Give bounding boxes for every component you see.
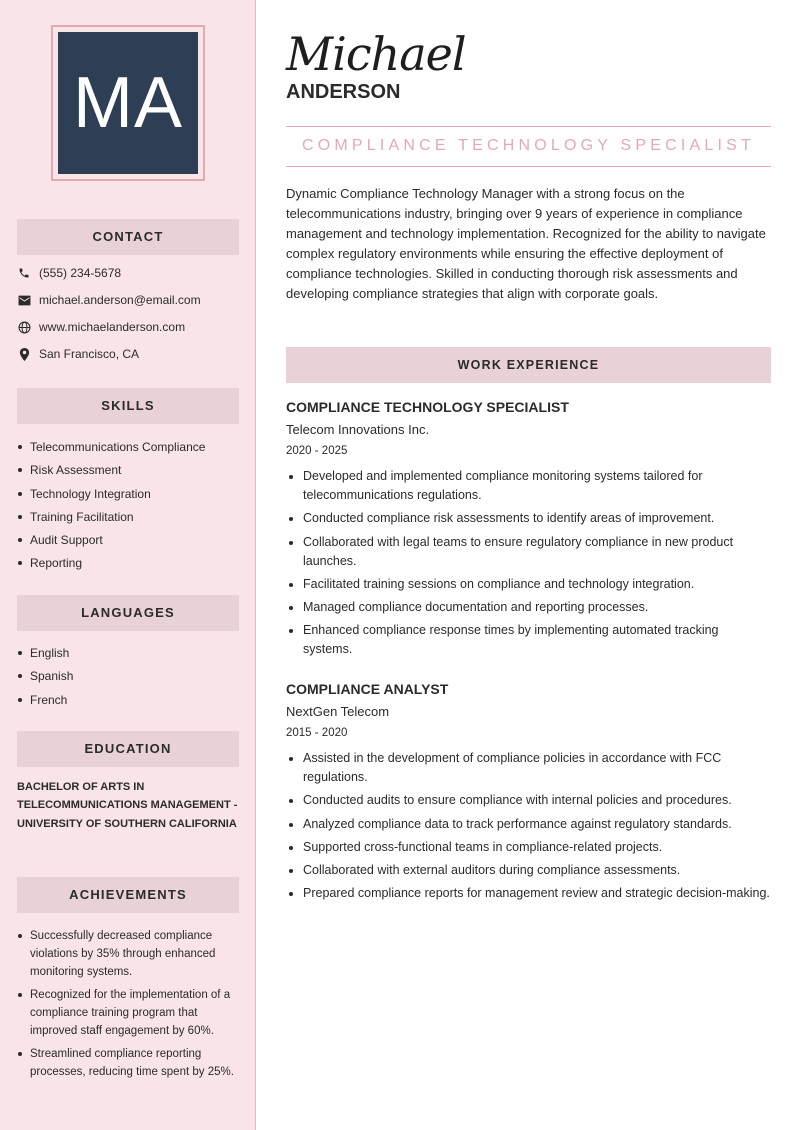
work-experience-heading: WORK EXPERIENCE	[286, 347, 771, 383]
contact-heading: CONTACT	[17, 219, 239, 255]
contact-location-text: San Francisco, CA	[39, 347, 140, 361]
skill-item: Audit Support	[17, 533, 239, 556]
contact-email-text[interactable]: michael.anderson@email.com	[39, 293, 201, 307]
job-company: Telecom Innovations Inc.	[286, 422, 430, 437]
job-entry	[286, 680, 771, 908]
job-title: COMPLIANCE TECHNOLOGY SPECIALIST	[301, 137, 755, 154]
contact-phone	[17, 265, 121, 281]
contact-phone-text: (555) 234-5678	[39, 266, 122, 280]
achievements-list	[17, 927, 239, 1086]
job-entry	[286, 398, 771, 664]
job-company: NextGen Telecom	[286, 704, 390, 719]
job-bullet: Supported cross-functional teams in compliance-related projects.	[286, 838, 771, 857]
skills-heading: SKILLS	[17, 388, 239, 424]
email-icon	[17, 293, 31, 307]
skill-item: Training Facilitation	[17, 510, 239, 533]
language-item: French	[17, 693, 239, 716]
achievement-item: Successfully decreased compliance violations by 35% through enhanced monitoring systems.	[17, 927, 239, 981]
job-bullet: Developed and implemented compliance monitoring systems tailored for telecommunications regulations.	[286, 467, 771, 505]
skill-item: Technology Integration	[17, 487, 239, 510]
globe-icon	[17, 320, 31, 334]
job-bullets	[286, 467, 771, 659]
contact-location	[17, 346, 139, 362]
education-heading: EDUCATION	[17, 731, 239, 767]
job-bullet: Enhanced compliance response times by implementing automated tracking systems.	[286, 621, 771, 659]
last-name: ANDERSON	[286, 81, 401, 103]
title-rule-bottom	[286, 166, 771, 167]
achievements-heading: ACHIEVEMENTS	[17, 877, 239, 913]
job-bullet: Conducted compliance risk assessments to identify areas of improvement.	[286, 509, 771, 528]
skill-item: Telecommunications Compliance	[17, 440, 239, 463]
contact-website-text[interactable]: www.michaelanderson.com	[39, 320, 186, 334]
achievement-item: Recognized for the implementation of a compliance training program that improved staff engagement by 60%.	[17, 986, 239, 1040]
job-bullet: Facilitated training sessions on compliance and technology integration.	[286, 575, 771, 594]
language-item: English	[17, 646, 239, 669]
job-bullet: Prepared compliance reports for management review and strategic decision-making.	[286, 884, 771, 903]
job-dates: 2015 - 2020	[286, 727, 348, 739]
title-rule-top	[286, 126, 771, 127]
languages-list	[17, 646, 239, 716]
summary: Dynamic Compliance Technology Manager with a strong focus on the telecommunications industry, bringing over 9 years of experience in compliance management and technology implementation. Recognized for the ability to navigate complex regulatory environments while ensuring the effective deployment of compliance technologies. Skilled in conducting thorough risk assessments and developing compliance strategies that align with corporate goals.	[286, 186, 766, 302]
skill-item: Risk Assessment	[17, 463, 239, 486]
contact-website[interactable]	[17, 319, 185, 335]
job-bullet: Assisted in the development of compliance policies in accordance with FCC regulations.	[286, 749, 771, 787]
language-item: Spanish	[17, 669, 239, 692]
job-bullet: Analyzed compliance data to track performance against regulatory standards.	[286, 815, 771, 834]
job-role: COMPLIANCE ANALYST	[286, 681, 449, 697]
achievement-item: Streamlined compliance reporting processes, reducing time spent by 25%.	[17, 1045, 239, 1081]
education-degree: BACHELOR OF ARTS IN TELECOMMUNICATIONS MANAGEMENT - UNIVERSITY OF SOUTHERN CALIFORNIA	[17, 781, 238, 830]
skill-item: Reporting	[17, 556, 239, 579]
phone-icon	[17, 266, 31, 280]
main-content	[256, 0, 800, 1130]
job-bullets	[286, 749, 771, 903]
monogram-frame	[51, 25, 205, 181]
job-role: COMPLIANCE TECHNOLOGY SPECIALIST	[286, 399, 569, 415]
monogram: MA	[58, 32, 198, 174]
job-bullet: Collaborated with legal teams to ensure regulatory compliance in new product launches.	[286, 533, 771, 571]
job-bullet: Collaborated with external auditors during compliance assessments.	[286, 861, 771, 880]
languages-heading: LANGUAGES	[17, 595, 239, 631]
job-bullet: Conducted audits to ensure compliance with internal policies and procedures.	[286, 791, 771, 810]
first-name: Michael	[286, 27, 466, 81]
job-dates: 2020 - 2025	[286, 445, 348, 457]
sidebar	[0, 0, 256, 1130]
contact-email[interactable]	[17, 292, 201, 308]
job-bullet: Managed compliance documentation and reporting processes.	[286, 598, 771, 617]
skills-list	[17, 440, 239, 580]
location-pin-icon	[17, 347, 31, 361]
